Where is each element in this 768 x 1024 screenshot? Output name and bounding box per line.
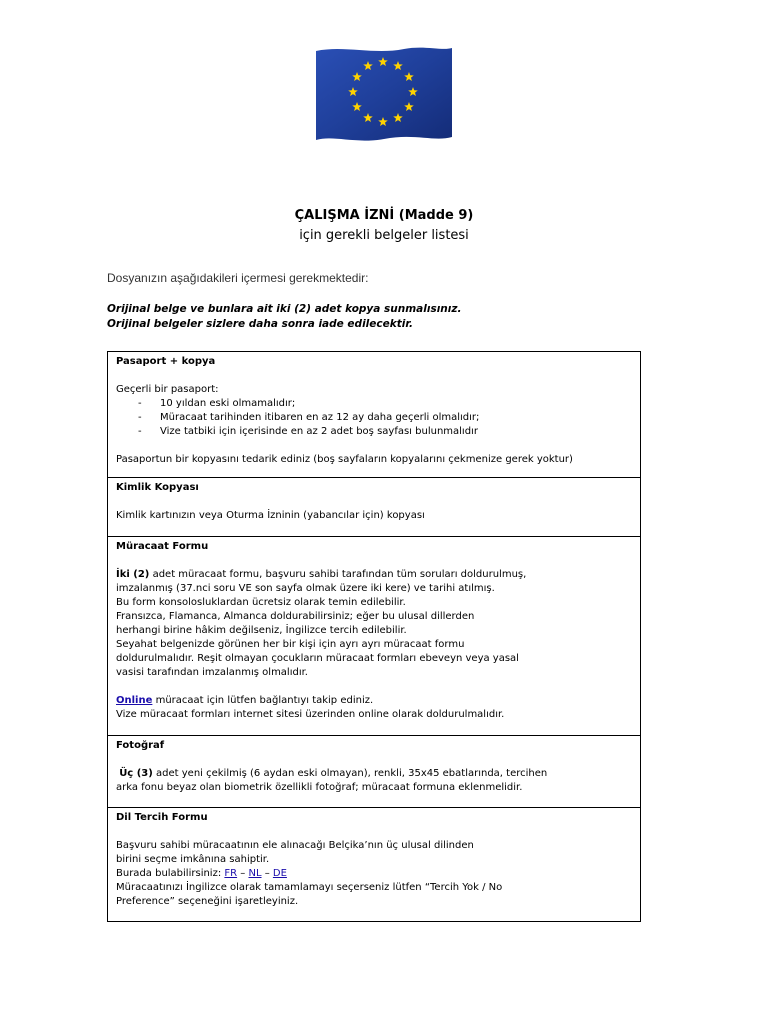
page-title: ÇALIŞMA İZNİ (Madde 9) (294, 208, 474, 223)
eu-flag-logo (314, 45, 454, 142)
passport-requirements-list (116, 397, 632, 439)
form-line-5: herhangi birine hâkim değilseniz, İngilizce tercih edilebilir. (116, 625, 407, 636)
separator: – (240, 868, 246, 879)
passport-note: Pasaportun bir kopyasını tedarik ediniz (boş sayfaların kopyalarını çekmenize gerek yoktur) (116, 454, 573, 465)
link-nl[interactable]: NL (248, 868, 262, 879)
form-line-7: doldurulmalıdır. Reşit olmayan çocukların müracaat formları ebeveyn veya yasal (116, 653, 519, 664)
online-text: müracaat için lütfen bağlantıyı takip ediniz. (155, 695, 374, 706)
form-line-6: Seyahat belgenizde görünen her bir kişi için ayrı ayrı müracaat formu (116, 639, 465, 650)
link-de[interactable]: DE (272, 868, 287, 879)
photo-count: Üç (3) (119, 768, 153, 779)
section-application-form (108, 537, 641, 736)
id-copy-text: Kimlik kartınızın veya Oturma İzninin (yabancılar için) kopyası (116, 510, 425, 521)
language-line-2: birini seçme imkânına sahiptir. (116, 854, 270, 865)
section-title: Müracaat Formu (116, 541, 209, 552)
section-title: Kimlik Kopyası (116, 482, 199, 493)
intro-text: Dosyanızın aşağıdakileri içermesi gerekmektedir: (107, 271, 369, 285)
notice-line-1: Orijinal belge ve bunlara ait iki (2) adet kopya sunmalısınız. (107, 303, 462, 315)
language-line-3: Burada bulabilirsiniz: (116, 868, 222, 879)
section-title: Dil Tercih Formu (116, 812, 208, 823)
language-line-5: Preference” seçeneğini işaretleyiniz. (116, 896, 299, 907)
list-item: - Vize tatbiki için içerisinde en az 2 adet boş sayfası bulunmalıdır (138, 425, 632, 439)
form-line-8: vasisi tarafından imzalanmış olmalıdır. (116, 667, 308, 678)
section-language-form (108, 808, 641, 922)
form-line-3: Bu form konsolosluklardan ücretsiz olarak temin edilebilir. (116, 597, 406, 608)
link-fr[interactable]: FR (224, 868, 238, 879)
form-line-1: adet müracaat formu, başvuru sahibi tarafından tüm soruları doldurulmuş, (152, 569, 527, 580)
notice-line-2: Orijinal belgeler sizlere daha sonra iade edilecektir. (107, 318, 414, 330)
language-line-1: Başvuru sahibi müracaatının ele alınacağı Belçika’nın üç ulusal dilinden (116, 840, 474, 851)
separator: – (264, 868, 270, 879)
form-line-4: Fransızca, Flamanca, Almanca doldurabilirsiniz; eğer bu ulusal dillerden (116, 611, 475, 622)
photo-line-1: adet yeni çekilmiş (6 aydan eski olmayan), renkli, 35x45 ebatlarında, tercihen (156, 768, 548, 779)
page-subtitle: için gerekli belgeler listesi (299, 228, 469, 243)
list-item: - Müracaat tarihinden itibaren en az 12 ay daha geçerli olmalıdır; (138, 411, 632, 425)
requirements-table (107, 351, 641, 922)
list-item: - 10 yıldan eski olmamalıdır; (138, 397, 632, 411)
language-line-4: Müracaatınızı İngilizce olarak tamamlamayı seçerseniz lütfen “Tercih Yok / No (116, 882, 503, 893)
section-passport (108, 352, 641, 478)
section-title: Fotoğraf (116, 740, 165, 751)
online-application-link[interactable]: Online (116, 695, 153, 706)
passport-intro: Geçerli bir pasaport: (116, 384, 219, 395)
section-title: Pasaport + kopya (116, 356, 216, 367)
form-line-2: imzalanmış (37.nci soru VE son sayfa olmak üzere iki kere) ve tarihi atılmış. (116, 583, 495, 594)
form-line-9: Vize müracaat formları internet sitesi üzerinden online olarak doldurulmalıdır. (116, 709, 505, 720)
photo-line-2: arka fonu beyaz olan biometrik özellikli fotoğraf; müracaat formuna eklenmelidir. (116, 782, 523, 793)
form-count: İki (2) (116, 569, 150, 580)
section-id-copy (108, 478, 641, 537)
section-photo (108, 736, 641, 808)
